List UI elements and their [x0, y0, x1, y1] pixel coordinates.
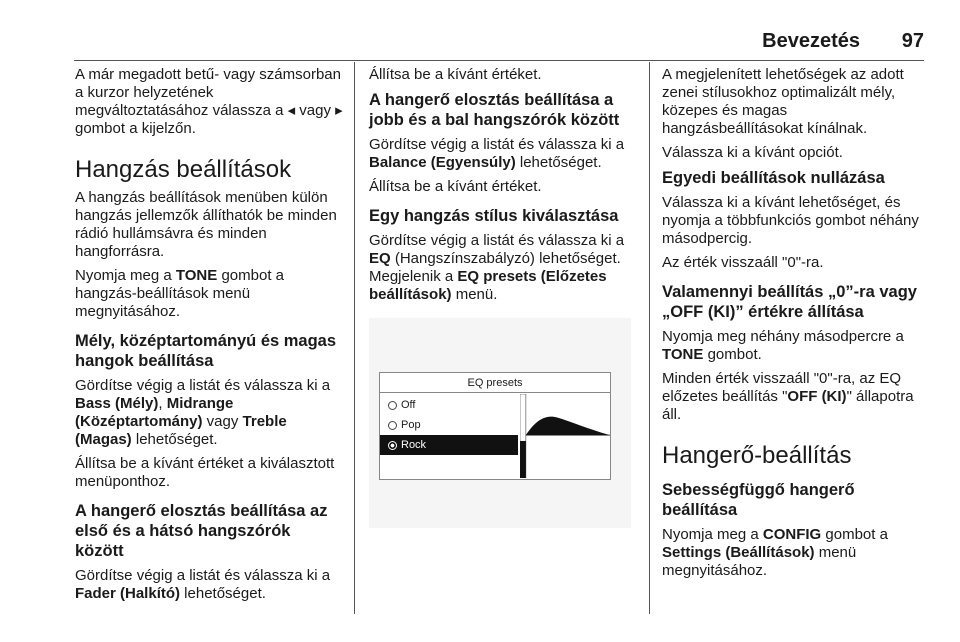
page-header	[0, 26, 960, 56]
paragraph: Gördítse végig a listát és válassza ki a Bass (Mély), Midrange (Középtartomány) vagy Treble (Magas) lehetőséget.	[75, 377, 331, 448]
paragraph: Gördítse végig a listát és válassza ki a Balance (Egyensúly) lehetőséget.	[369, 136, 625, 171]
radio-icon	[388, 401, 397, 410]
eq-presets-screenshot	[369, 318, 631, 528]
heading-sound-style: Egy hangzás stílus kiválasztása	[369, 207, 619, 225]
radio-icon	[388, 421, 397, 430]
paragraph: Gördítse végig a listát és válassza ki a EQ (Hangszínszabályzó) lehetőséget. Megjelenik a EQ presets (Előzetes beállítások) menü.	[369, 232, 625, 303]
paragraph: A már megadott betű- vagy számsorban a kurzor helyzetének megváltoztatásához válassza a ◂ vagy ▸ gombot a kijelzőn.	[75, 66, 343, 137]
column-divider	[354, 62, 355, 614]
heading-fader: A hangerő elosztás beállítása az első és a hátsó hangszórók között	[75, 502, 328, 560]
paragraph: A hangzás beállítások menüben külön hangzás jellemzők állíthatók be minden rádió hullámsávra és minden hangforrásra.	[75, 189, 337, 260]
paragraph: Az érték visszaáll "0"-ra.	[662, 254, 824, 271]
column-3	[662, 66, 930, 586]
heading-sound-settings: Hangzás beállítások	[75, 156, 292, 183]
paragraph: Gördítse végig a listát és válassza ki a Fader (Halkító) lehetőséget.	[75, 567, 331, 602]
eq-preset-list	[380, 395, 518, 455]
column-1	[75, 66, 343, 609]
page-number: 97	[901, 30, 924, 52]
eq-option-off[interactable]: Off	[380, 395, 518, 415]
paragraph: Válassza ki a kívánt lehetőséget, és nyomja a többfunkciós gombot néhány másodpercig.	[662, 194, 919, 247]
paragraph: Válassza ki a kívánt opciót.	[662, 144, 843, 161]
eq-presets-display	[379, 372, 611, 480]
paragraph: Minden érték visszaáll "0"-ra, az EQ előzetes beállítás "OFF (KI)" állapotra áll.	[662, 370, 914, 423]
paragraph: Állítsa be a kívánt értéket.	[369, 178, 542, 195]
radio-selected-icon	[388, 441, 397, 450]
eq-presets-title: EQ presets	[380, 373, 610, 393]
paragraph: Nyomja meg a CONFIG gombot a Settings (Beállítások) menü megnyitásához.	[662, 526, 888, 579]
eq-option-rock[interactable]: Rock	[380, 435, 518, 455]
paragraph: Állítsa be a kívánt értéket.	[369, 66, 542, 83]
eq-curve-graph	[520, 394, 610, 478]
paragraph: Nyomja meg a TONE gombot a hangzás-beállítások menü megnyitásához.	[75, 267, 284, 320]
eq-option-pop[interactable]: Pop	[380, 415, 518, 435]
heading-balance: A hangerő elosztás beállítása a jobb és a bal hangszórók között	[369, 91, 620, 129]
column-2	[369, 66, 637, 528]
header-divider	[74, 60, 924, 61]
column-divider	[649, 62, 650, 614]
heading-reset-individual: Egyedi beállítások nullázása	[662, 169, 885, 187]
paragraph: Állítsa be a kívánt értéket a kiválasztott menüponthoz.	[75, 455, 335, 490]
heading-speed-volume: Sebességfüggő hangerő beállítása	[662, 481, 855, 519]
section-title: Bevezetés	[762, 30, 860, 52]
paragraph: Nyomja meg néhány másodpercre a TONE gombot.	[662, 328, 904, 363]
heading-reset-all: Valamennyi beállítás „0”-ra vagy „OFF (KI)” értékre állítása	[662, 283, 917, 321]
heading-bass-mid-treble: Mély, középtartományú és magas hangok beállítása	[75, 332, 337, 370]
paragraph: A megjelenített lehetőségek az adott zenei stílusokhoz optimalizált mély, közepes és magas hangzásbeállításokat kínálnak.	[662, 66, 904, 137]
heading-volume-settings: Hangerő-beállítás	[662, 442, 852, 469]
